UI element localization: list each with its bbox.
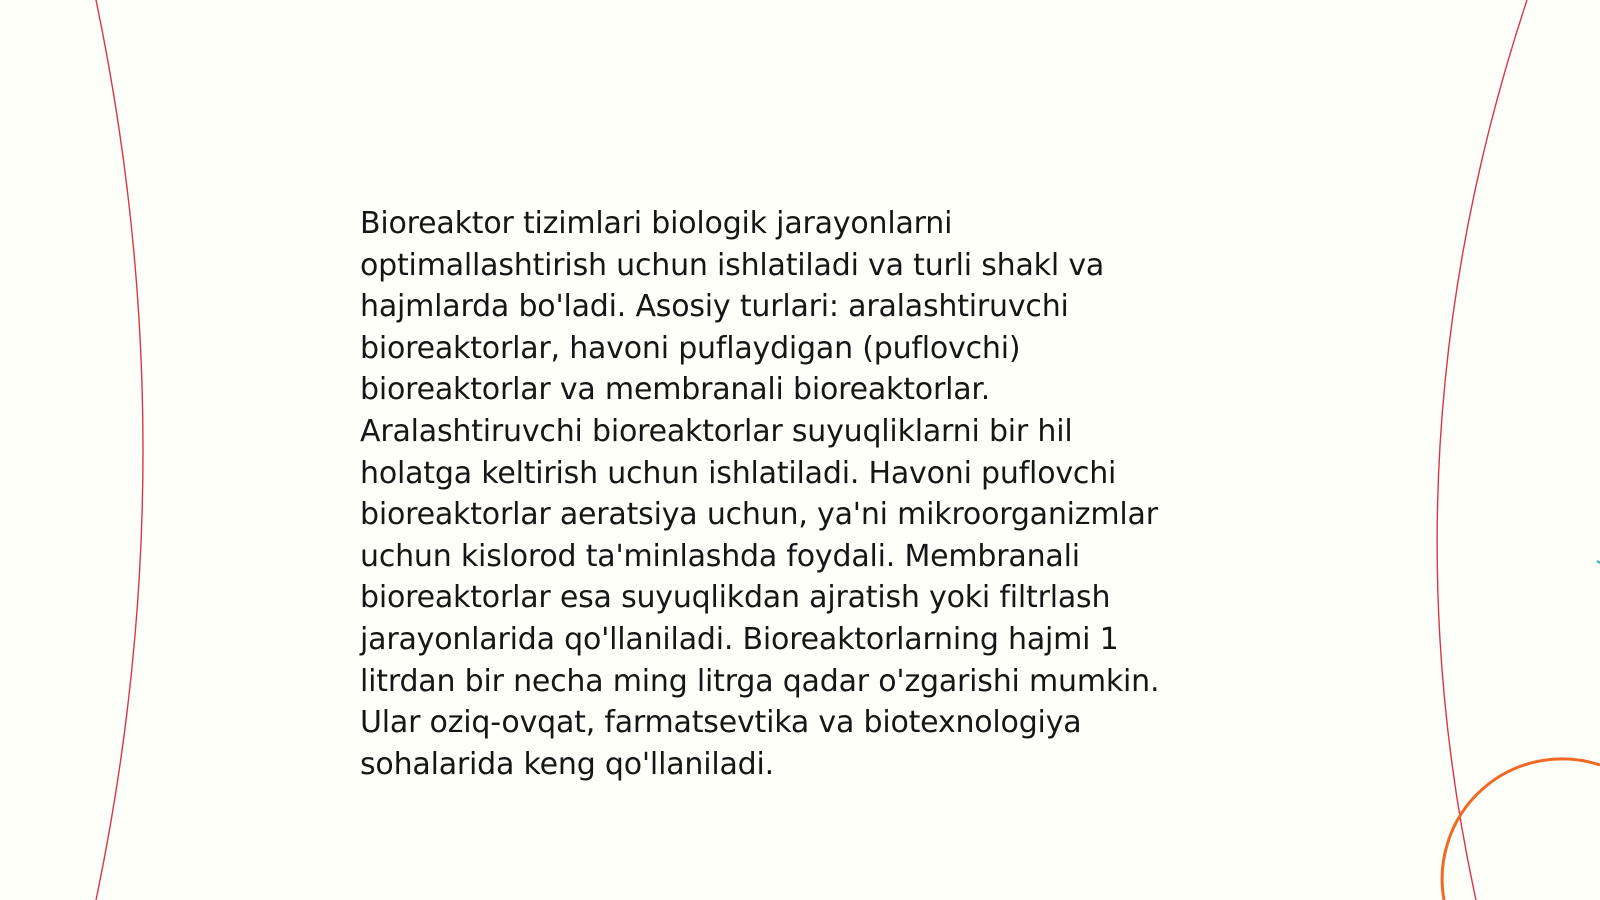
text-line: bioreaktorlar esa suyuqlikdan ajratish yoki filtrlash [360, 580, 1111, 616]
text-line: hajmlarda bo'ladi. Asosiy turlari: aralashtiruvchi [360, 289, 1069, 325]
text-line: jarayonlarida qo'llaniladi. Bioreaktorlarning hajmi 1 [360, 621, 1119, 657]
text-line: uchun kislorod ta'minlashda foydali. Membranali [360, 538, 1080, 574]
left-arc [96, 0, 143, 900]
text-line: bioreaktorlar aeratsiya uchun, ya'ni mikroorganizmlar [360, 497, 1158, 533]
text-line: sohalarida keng qo'llaniladi. [360, 746, 774, 782]
right-arc [1437, 0, 1527, 900]
orange-arc [1442, 759, 1600, 900]
text-line: holatga keltirish uchun ishlatiladi. Havoni puflovchi [360, 455, 1117, 491]
body-text [360, 203, 1250, 785]
text-line: bioreaktorlar va membranali bioreaktorlar. [360, 372, 991, 408]
text-line: Ular oziq-ovqat, farmatsevtika va biotexnologiya [360, 705, 1082, 741]
text-line: litrdan bir necha ming litrga qadar o'zgarishi mumkin. [360, 663, 1160, 699]
text-line: optimallashtirish uchun ishlatiladi va turli shakl va [360, 247, 1105, 283]
text-line: Bioreaktor tizimlari biologik jarayonlarni [360, 206, 953, 241]
text-line: bioreaktorlar, havoni puflaydigan (puflovchi) [360, 330, 1021, 366]
text-line: Aralashtiruvchi bioreaktorlar suyuqliklarni bir hil [360, 413, 1073, 449]
